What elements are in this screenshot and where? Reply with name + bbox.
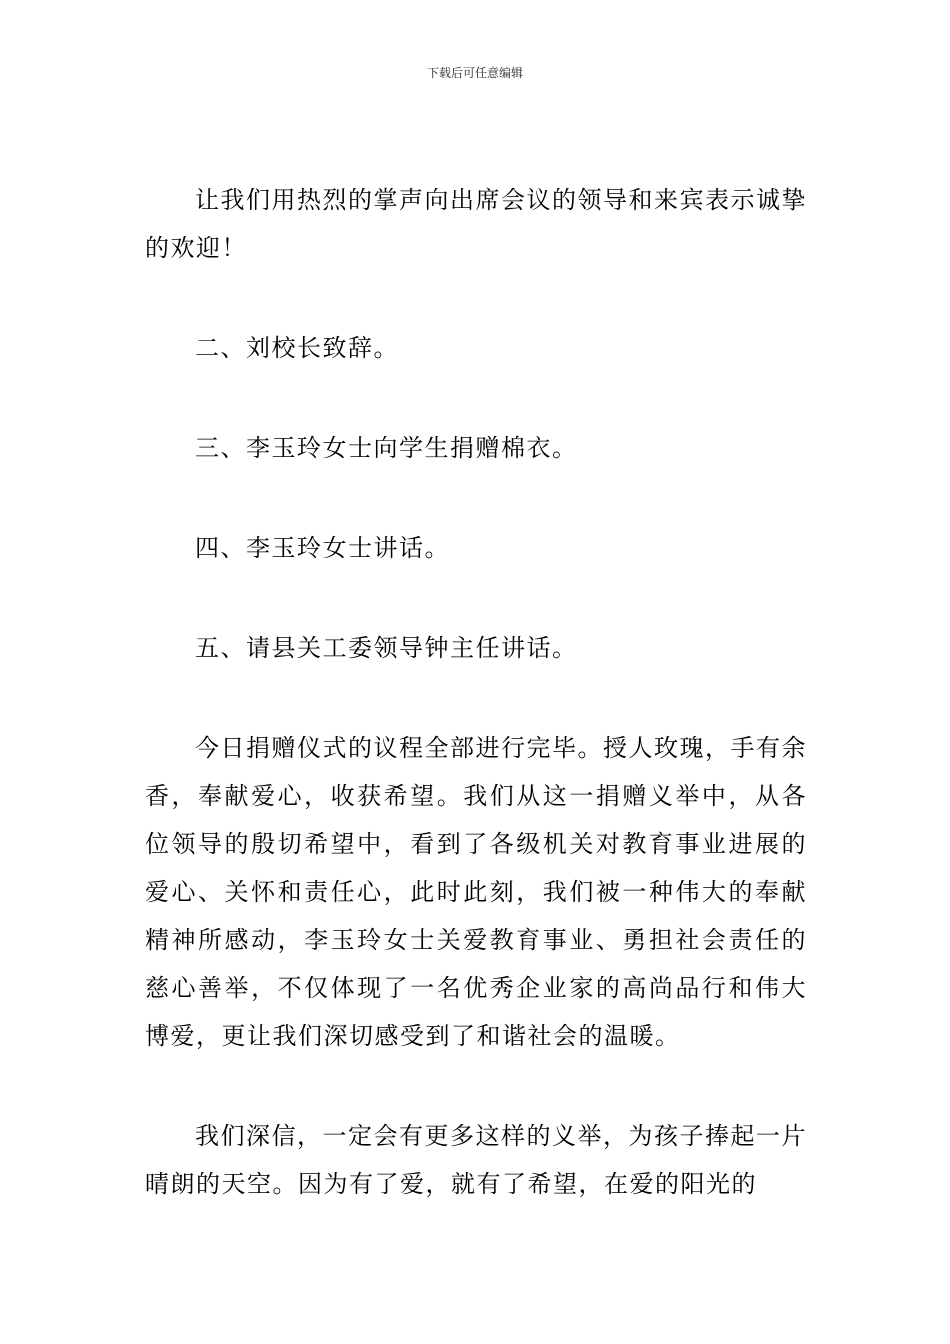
- paragraph-agenda-item-2: 二、刘校长致辞。: [195, 334, 399, 362]
- paragraph-closing-summary: 今日捐赠仪式的议程全部进行完毕。授人玫瑰，手有余香，奉献爱心，收获希望。我们从这一捐赠义举中，从各位领导的殷切希望中，看到了各级机关对教育事业进展的爱心、关怀和责任心，此时此刻，我们被一种伟大的奉献精神所感动，李玉玲女士关爱教育事业、勇担社会责任的慈心善举，不仅体现了一名优秀企业家的高尚品行和伟大博爱，更让我们深切感受到了和谐社会的温暖。: [145, 734, 807, 1050]
- document-body: [145, 176, 807, 1208]
- page-header: 下载后可任意编辑: [426, 66, 523, 80]
- paragraph-closing-hope: 我们深信，一定会有更多这样的义举，为孩子捧起一片晴朗的天空。因为有了爱，就有了希望，在爱的阳光的: [145, 1122, 807, 1198]
- paragraph-welcome: 让我们用热烈的掌声向出席会议的领导和来宾表示诚挚的欢迎！: [145, 186, 807, 262]
- paragraph-agenda-item-4: 四、李玉玲女士讲话。: [195, 534, 450, 562]
- paragraph-agenda-item-3: 三、李玉玲女士向学生捐赠棉衣。: [195, 434, 578, 462]
- paragraph-agenda-item-5: 五、请县关工委领导钟主任讲话。: [195, 634, 578, 662]
